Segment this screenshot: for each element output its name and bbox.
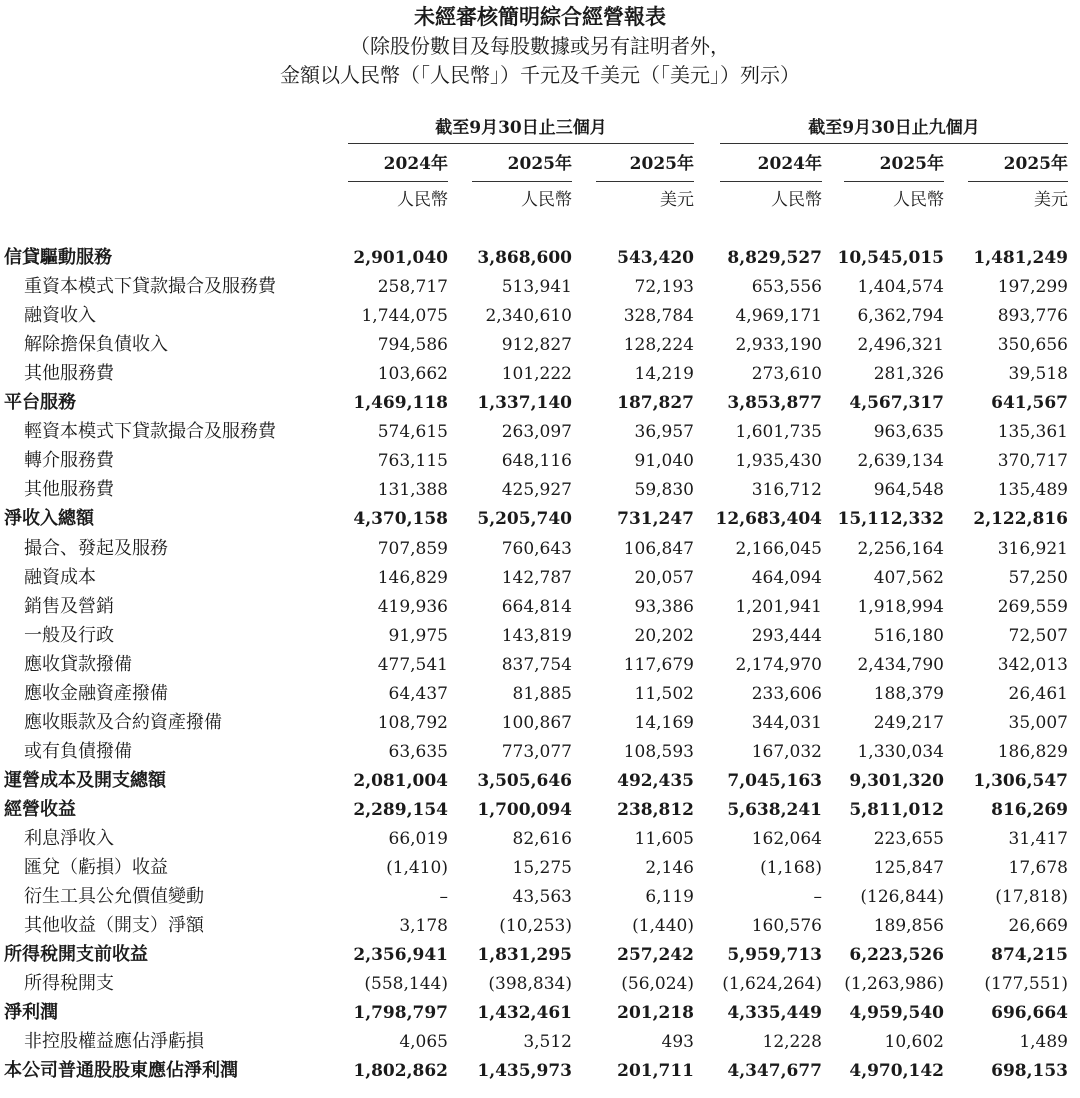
row-value: 223,655: [873, 829, 944, 849]
row-value: 17,678: [1008, 858, 1068, 879]
row-value: 4,335,449: [727, 1003, 822, 1024]
row-value: 3,868,600: [477, 248, 572, 268]
row-value: 9,301,320: [849, 770, 944, 791]
year-rule: [472, 181, 572, 182]
row-value: 794,586: [377, 335, 448, 356]
row-value: 6,119: [645, 887, 694, 908]
row-label: 淨利潤: [4, 1002, 58, 1024]
row-label: 或有負債撥備: [24, 740, 132, 762]
report-subtitle-line-2: 金額以人民幣（「人民幣」）千元及千美元（「美元」）列示）: [280, 63, 800, 87]
row-label: 利息淨收入: [24, 828, 114, 849]
row-label: 所得稅開支前收益: [4, 944, 148, 966]
currency-header: 美元: [660, 190, 694, 210]
row-value: 66,019: [388, 829, 448, 849]
year-header: 2024年: [757, 154, 822, 174]
row-value: 1,918,994: [857, 596, 944, 617]
row-label: 解除擔保負債收入: [24, 334, 168, 356]
row-label: 其他收益（開支）淨額: [24, 915, 204, 937]
row-value: 125,847: [873, 858, 944, 879]
row-value: 1,831,295: [477, 945, 572, 966]
row-value: 162,064: [751, 829, 822, 849]
row-value: 5,811,012: [849, 799, 944, 820]
row-value: 3,853,877: [727, 393, 822, 414]
row-value: 1,935,430: [735, 451, 822, 472]
row-value: 1,481,249: [973, 248, 1068, 268]
row-value: 1,404,574: [857, 277, 944, 298]
report-subtitle-line-1: （除股份數目及每股數據或另有註明者外，: [350, 34, 730, 58]
row-value: 10,602: [884, 1032, 944, 1053]
row-value: 2,289,154: [353, 799, 448, 820]
row-value: 2,081,004: [353, 770, 448, 791]
year-rule: [844, 181, 944, 182]
row-label: 撮合、發起及服務: [24, 537, 168, 559]
row-value: 10,545,015: [837, 248, 944, 268]
row-label: 應收金融資產撥備: [24, 682, 168, 704]
row-value: 57,250: [1008, 567, 1068, 588]
row-value: 664,814: [501, 596, 572, 617]
row-value: 5,638,241: [727, 799, 822, 820]
row-value: 293,444: [751, 625, 822, 646]
row-value: 26,669: [1008, 916, 1068, 937]
row-value: 63,635: [388, 741, 448, 762]
row-label: 融資收入: [24, 305, 96, 327]
row-value: 4,970,142: [849, 1061, 944, 1082]
row-value: 64,437: [388, 683, 448, 704]
row-value: 160,576: [751, 916, 822, 937]
row-label: 本公司普通股股東應佔淨利潤: [4, 1060, 238, 1082]
row-value: 344,031: [751, 712, 822, 733]
row-value: 6,223,526: [849, 945, 944, 966]
row-value: 1,469,118: [353, 393, 448, 414]
row-value: 39,518: [1008, 364, 1068, 385]
row-value: 2,356,941: [353, 945, 448, 966]
row-value: 12,683,404: [715, 509, 822, 530]
row-value: –: [813, 887, 822, 908]
row-value: 2,122,816: [973, 509, 1068, 530]
row-label: 其他服務費: [24, 479, 114, 501]
row-value: 773,077: [501, 741, 572, 762]
row-value: 731,247: [617, 509, 694, 530]
row-value: 964,548: [873, 480, 944, 501]
row-label: 轉介服務費: [24, 450, 114, 472]
row-value: –: [439, 887, 448, 908]
row-value: 407,562: [873, 567, 944, 588]
row-value: 108,593: [623, 741, 694, 762]
row-label: 輕資本模式下貸款撮合及服務費: [24, 421, 276, 443]
row-value: 816,269: [991, 799, 1068, 820]
row-value: 893,776: [997, 306, 1068, 327]
row-value: 31,417: [1008, 829, 1068, 849]
row-value: 477,541: [377, 654, 448, 675]
row-value: 146,829: [377, 567, 448, 588]
report-title: 未經審核簡明綜合經營報表: [414, 4, 666, 29]
row-value: 3,512: [523, 1032, 572, 1053]
row-value: 2,256,164: [857, 538, 944, 559]
row-value: 91,975: [388, 625, 448, 646]
row-value: 4,959,540: [849, 1003, 944, 1024]
row-value: 574,615: [377, 422, 448, 443]
row-value: 912,827: [501, 335, 572, 356]
row-value: 238,812: [617, 799, 694, 820]
row-value: 3,505,646: [477, 770, 572, 791]
row-label: 淨收入總額: [4, 508, 94, 530]
row-value: 493: [661, 1032, 694, 1053]
row-label: 經營收益: [4, 798, 76, 820]
row-value: 1,306,547: [973, 770, 1068, 791]
row-value: 1,798,797: [353, 1003, 448, 1024]
row-label: 信貸驅動服務: [4, 247, 112, 268]
row-value: 8,829,527: [727, 248, 822, 268]
row-value: 5,959,713: [727, 945, 822, 966]
row-value: 281,326: [873, 364, 944, 385]
year-rule: [720, 181, 822, 182]
period-rule-three-months: [348, 143, 694, 144]
row-value: 5,205,740: [477, 509, 572, 530]
row-value: 135,489: [997, 480, 1068, 501]
row-value: 4,065: [399, 1032, 448, 1053]
row-value: 641,567: [991, 393, 1068, 414]
row-value: 653,556: [751, 277, 822, 298]
row-value: 12,228: [762, 1032, 822, 1053]
row-value: 106,847: [623, 538, 694, 559]
row-value: 2,146: [645, 858, 694, 879]
year-header: 2025年: [1003, 154, 1068, 174]
year-header: 2025年: [879, 154, 944, 174]
row-value: 26,461: [1008, 683, 1068, 704]
row-label: 一般及行政: [24, 624, 114, 646]
row-value: 187,827: [617, 393, 694, 414]
row-value: 11,502: [634, 683, 694, 704]
row-value: 14,169: [634, 712, 694, 733]
row-value: 108,792: [377, 712, 448, 733]
row-value: 760,643: [501, 538, 572, 559]
row-value: 1,744,075: [361, 306, 448, 327]
period-rule-nine-months: [720, 143, 1068, 144]
row-value: 2,166,045: [735, 538, 822, 559]
period-header-nine-months: 截至9月30日止九個月: [808, 118, 980, 138]
row-label: 匯兌（虧損）收益: [24, 857, 168, 879]
row-value: 2,340,610: [485, 306, 572, 327]
row-value: 6,362,794: [857, 306, 944, 327]
row-value: (1,624,264): [722, 974, 822, 995]
row-value: 273,610: [751, 364, 822, 385]
row-value: (558,144): [364, 974, 448, 995]
row-value: 2,639,134: [857, 451, 944, 472]
row-value: 4,969,171: [735, 306, 822, 327]
row-value: 7,045,163: [727, 770, 822, 791]
row-value: 36,957: [634, 422, 694, 443]
row-value: 59,830: [634, 480, 694, 501]
row-value: 425,927: [501, 480, 572, 501]
row-value: 15,275: [512, 858, 572, 879]
row-value: 837,754: [501, 654, 572, 675]
row-value: 419,936: [377, 596, 448, 617]
row-label: 非控股權益應佔淨虧損: [24, 1031, 204, 1053]
row-value: 763,115: [377, 451, 448, 472]
row-value: 143,819: [501, 625, 572, 646]
row-value: 189,856: [873, 916, 944, 937]
row-value: 707,859: [377, 538, 448, 559]
row-value: (56,024): [621, 974, 694, 995]
currency-header: 人民幣: [893, 190, 944, 210]
row-value: 117,679: [623, 654, 694, 675]
row-value: 1,337,140: [477, 393, 572, 414]
row-value: 1,489: [1019, 1032, 1068, 1053]
year-header: 2025年: [507, 154, 572, 174]
year-header: 2025年: [629, 154, 694, 174]
row-value: 20,057: [634, 567, 694, 588]
year-rule: [596, 181, 694, 182]
row-value: 103,662: [377, 364, 448, 385]
row-value: 100,867: [501, 712, 572, 733]
row-label: 重資本模式下貸款撮合及服務費: [24, 276, 276, 298]
row-value: 4,567,317: [849, 393, 944, 414]
row-label: 應收貸款撥備: [24, 653, 132, 675]
row-value: 201,711: [617, 1061, 694, 1082]
row-value: 4,370,158: [353, 509, 448, 530]
row-value: 696,664: [991, 1003, 1068, 1024]
year-rule: [968, 181, 1068, 182]
row-value: 258,717: [377, 277, 448, 298]
row-value: 188,379: [873, 683, 944, 704]
currency-header: 人民幣: [771, 190, 822, 210]
row-value: (17,818): [995, 887, 1068, 908]
row-value: 2,933,190: [735, 335, 822, 356]
row-value: 342,013: [997, 654, 1068, 675]
row-value: 101,222: [501, 364, 572, 385]
row-label: 衍生工具公允價值變動: [24, 886, 204, 908]
row-value: 2,496,321: [857, 335, 944, 356]
row-value: 1,802,862: [353, 1061, 448, 1082]
row-value: 11,605: [634, 829, 694, 849]
row-value: 1,201,941: [735, 596, 822, 617]
row-value: (177,551): [984, 974, 1068, 995]
row-value: 142,787: [501, 567, 572, 588]
row-value: 20,202: [634, 625, 694, 646]
year-rule: [348, 181, 448, 182]
row-label: 平台服務: [4, 392, 76, 414]
row-value: 350,656: [997, 335, 1068, 356]
row-value: 81,885: [512, 683, 572, 704]
row-value: 492,435: [617, 770, 694, 791]
row-value: 43,563: [512, 887, 572, 908]
period-header-three-months: 截至9月30日止三個月: [435, 118, 607, 138]
row-value: (1,263,986): [844, 974, 944, 995]
row-value: 35,007: [1008, 712, 1068, 733]
row-value: 516,180: [873, 625, 944, 646]
row-value: 72,507: [1008, 625, 1068, 646]
row-value: 257,242: [617, 945, 694, 966]
row-value: 263,097: [501, 422, 572, 443]
row-value: 82,616: [512, 829, 572, 849]
row-label: 銷售及營銷: [24, 595, 114, 617]
row-value: 543,420: [617, 248, 694, 268]
row-value: (398,834): [488, 974, 572, 995]
row-value: 513,941: [501, 277, 572, 298]
row-value: 1,435,973: [477, 1061, 572, 1082]
row-value: 874,215: [991, 945, 1068, 966]
row-value: 135,361: [997, 422, 1068, 443]
row-value: 197,299: [997, 277, 1068, 298]
row-value: 464,094: [751, 567, 822, 588]
currency-header: 美元: [1034, 190, 1068, 210]
row-value: 1,601,735: [735, 422, 822, 443]
currency-header: 人民幣: [397, 190, 448, 210]
row-label: 融資成本: [24, 566, 96, 588]
row-value: 316,712: [751, 480, 822, 501]
row-value: 4,347,677: [727, 1061, 822, 1082]
row-value: 72,193: [634, 277, 694, 298]
row-value: 963,635: [873, 422, 944, 443]
row-value: 167,032: [751, 741, 822, 762]
row-value: 1,432,461: [477, 1003, 572, 1024]
row-value: 328,784: [623, 306, 694, 327]
row-value: 186,829: [997, 741, 1068, 762]
row-label: 應收賬款及合約資產撥備: [24, 711, 222, 733]
row-value: 249,217: [873, 712, 944, 733]
row-value: 128,224: [623, 335, 694, 356]
row-value: 233,606: [751, 683, 822, 704]
row-value: 15,112,332: [837, 509, 944, 530]
row-value: 14,219: [634, 364, 694, 385]
row-value: 2,901,040: [353, 248, 448, 268]
row-value: 269,559: [997, 596, 1068, 617]
row-value: 2,434,790: [857, 654, 944, 675]
row-value: (1,168): [760, 858, 822, 879]
row-value: 131,388: [377, 480, 448, 501]
row-value: 93,386: [634, 596, 694, 617]
row-label: 所得稅開支: [24, 973, 114, 995]
row-value: (126,844): [860, 887, 944, 908]
row-value: 201,218: [617, 1003, 694, 1024]
row-value: 1,700,094: [477, 799, 572, 820]
row-value: (10,253): [499, 916, 572, 937]
row-value: 91,040: [634, 451, 694, 472]
row-label: 其他服務費: [24, 363, 114, 385]
year-header: 2024年: [383, 154, 448, 174]
row-value: (1,440): [632, 916, 694, 937]
row-value: (1,410): [386, 858, 448, 879]
row-value: 370,717: [997, 451, 1068, 472]
currency-header: 人民幣: [521, 190, 572, 210]
row-value: 698,153: [991, 1061, 1068, 1082]
row-value: 3,178: [399, 916, 448, 937]
row-value: 2,174,970: [735, 654, 822, 675]
row-value: 648,116: [501, 451, 572, 472]
row-value: 316,921: [997, 538, 1068, 559]
row-label: 運營成本及開支總額: [4, 769, 166, 791]
row-value: 1,330,034: [857, 741, 944, 762]
